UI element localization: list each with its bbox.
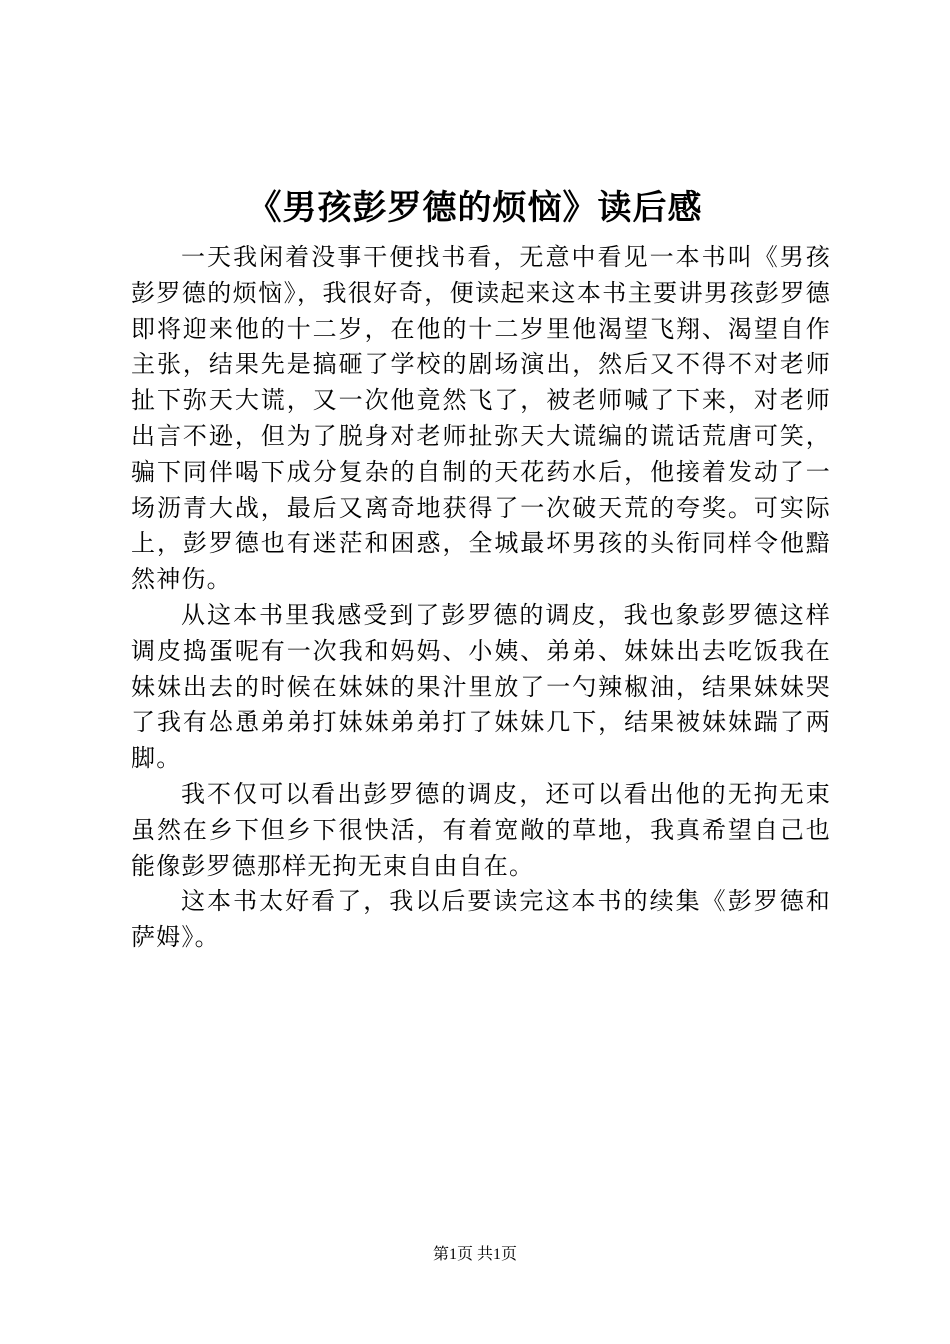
document-body [131, 240, 831, 956]
paragraph-4: 这本书太好看了，我以后要读完这本书的续集《彭罗德和萨姆》。 [131, 887, 831, 952]
page-footer: 第1页 共1页 [432, 1246, 517, 1263]
paragraph-3: 我不仅可以看出彭罗德的调皮，还可以看出他的无拘无束虽然在乡下但乡下很快活，有着宽敞的草地，我真希望自己也能像彭罗德那样无拘无束自由自在。 [131, 779, 831, 880]
document-title: 《男孩彭罗德的烦恼》读后感 [247, 188, 703, 228]
paragraph-2: 从这本书里我感受到了彭罗德的调皮，我也象彭罗德这样调皮捣蛋呢有一次我和妈妈、小姨、弟弟、妹妹出去吃饭我在妹妹出去的时候在妹妹的果汁里放了一勺辣椒油，结果妹妹哭了我有怂恿弟弟打妹妹弟弟打了妹妹几下，结果被妹妹踹了两脚。 [131, 600, 831, 773]
paragraph-1: 一天我闲着没事干便找书看，无意中看见一本书叫《男孩彭罗德的烦恼》，我很好奇，便读起来这本书主要讲男孩彭罗德即将迎来他的十二岁，在他的十二岁里他渴望飞翔、渴望自作主张，结果先是搞砸了学校的剧场演出，然后又不得不对老师扯下弥天大谎，又一次他竟然飞了，被老师喊了下来，对老师出言不逊，但为了脱身对老师扯弥天大谎编的谎话荒唐可笑，骗下同伴喝下成分复杂的自制的天花药水后，他接着发动了一场沥青大战，最后又离奇地获得了一次破天荒的夸奖。可实际上，彭罗德也有迷茫和困惑，全城最坏男孩的头衔同样令他黯然神伤。 [131, 243, 831, 594]
